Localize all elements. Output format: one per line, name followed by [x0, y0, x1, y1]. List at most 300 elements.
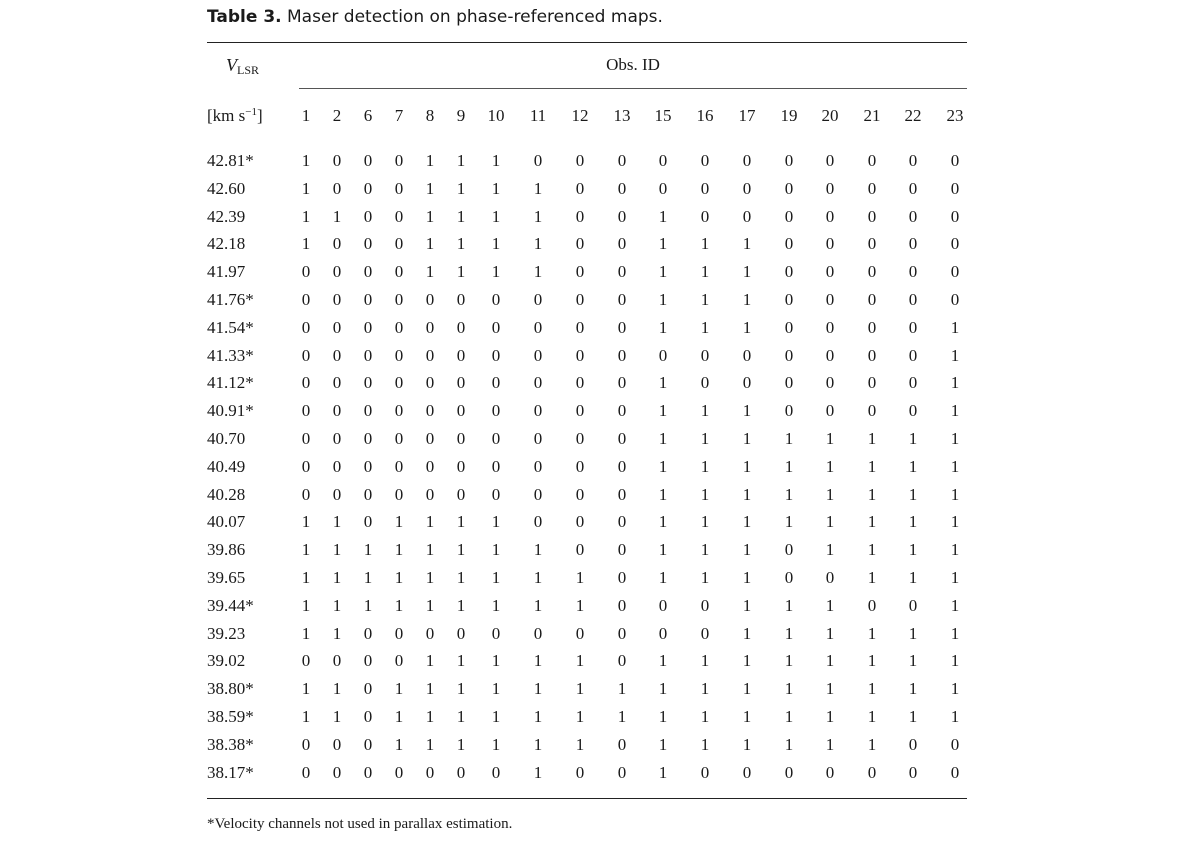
detection-cell: 1: [533, 707, 543, 726]
detection-cell: 1: [332, 568, 342, 587]
detection-cell: 1: [533, 540, 543, 560]
velocity-cell: 41.76*: [207, 290, 254, 309]
detection-cell: 1: [950, 679, 960, 699]
detection-cell: 1: [658, 290, 668, 309]
detection-cell: 1: [363, 568, 373, 587]
detection-cell: 1: [908, 456, 918, 476]
velocity-cell: 40.70: [207, 429, 246, 448]
detection-cell: 0: [491, 456, 501, 476]
detection-cell: 1: [658, 568, 668, 587]
detection-cell: 0: [617, 373, 627, 393]
detection-cell: 0: [394, 484, 404, 504]
detection-cell: 0: [742, 373, 752, 393]
velocity-cell: 42.39: [207, 206, 246, 226]
obs-id-cell: 7: [394, 106, 404, 125]
detection-cell: 0: [491, 484, 501, 504]
detection-cell: 1: [394, 512, 404, 532]
detection-cell: 0: [950, 262, 960, 282]
detection-cell: 0: [425, 456, 435, 476]
detection-cell: 1: [533, 206, 543, 226]
detection-cell: 0: [363, 679, 373, 699]
detection-cell: 0: [617, 651, 627, 671]
detection-cell: 1: [301, 623, 311, 643]
obs-id-cell: 6: [363, 106, 373, 125]
detection-cell: 1: [575, 707, 585, 726]
detection-cell: 0: [533, 623, 543, 643]
detection-cell: 0: [533, 317, 543, 337]
detection-cell: 1: [491, 262, 501, 282]
detection-cell: 1: [332, 707, 342, 726]
detection-cell: 1: [533, 734, 543, 754]
velocity-cell: 38.80*: [207, 679, 254, 699]
detection-cell: 0: [394, 373, 404, 393]
detection-cell: 0: [950, 206, 960, 226]
top-rule: [207, 42, 967, 43]
detection-cell: 1: [491, 595, 501, 615]
detection-cell: 0: [425, 290, 435, 309]
velocity-cell: 41.54*: [207, 317, 254, 337]
detection-cell: 0: [617, 595, 627, 615]
detection-cell: 0: [456, 401, 466, 421]
detection-cell: 1: [533, 762, 543, 782]
detection-cell: 0: [301, 734, 311, 754]
detection-cell: 0: [784, 373, 794, 393]
detection-cell: 1: [784, 456, 794, 476]
detection-cell: 1: [908, 568, 918, 587]
detection-cell: 1: [456, 651, 466, 671]
detection-cell: 0: [332, 373, 342, 393]
detection-cell: 0: [617, 234, 627, 254]
detection-cell: 0: [908, 762, 918, 782]
detection-cell: 1: [456, 151, 466, 170]
obs-id-cell: 2: [332, 106, 342, 125]
detection-cell: 1: [575, 734, 585, 754]
detection-cell: 1: [491, 651, 501, 671]
detection-cell: 1: [658, 651, 668, 671]
velocity-cell: 41.97: [207, 262, 246, 282]
table-caption: [207, 7, 663, 27]
detection-cell: 1: [867, 623, 877, 643]
detection-cell: 0: [363, 317, 373, 337]
detection-cell: 0: [742, 206, 752, 226]
vlsr-header: $V_{LSR}$: [226, 55, 260, 77]
detection-cell: 0: [394, 651, 404, 671]
detection-cell: 1: [394, 568, 404, 587]
obs-id-cell: 1: [301, 106, 311, 125]
detection-cell: 0: [742, 762, 752, 782]
detection-cell: 1: [575, 568, 585, 587]
detection-cell: 1: [700, 512, 710, 532]
detection-cell: 0: [456, 290, 466, 309]
detection-cell: 1: [908, 623, 918, 643]
obs-id-header: Obs. ID: [606, 55, 660, 74]
detection-cell: 1: [394, 679, 404, 699]
detection-cell: 1: [617, 679, 627, 699]
detection-cell: 0: [575, 262, 585, 282]
detection-cell: 1: [658, 262, 668, 282]
detection-cell: 0: [363, 401, 373, 421]
detection-cell: 1: [456, 595, 466, 615]
detection-cell: 1: [332, 623, 342, 643]
detection-cell: 1: [425, 151, 435, 170]
detection-cell: 1: [700, 679, 710, 699]
detection-cell: 0: [784, 401, 794, 421]
detection-cell: 0: [363, 234, 373, 254]
detection-cell: 0: [950, 762, 960, 782]
detection-cell: 1: [533, 234, 543, 254]
detection-cell: 0: [700, 373, 710, 393]
detection-cell: 0: [867, 206, 877, 226]
velocity-cell: 42.81*: [207, 151, 254, 170]
velocity-cell: 42.60: [207, 178, 246, 198]
detection-cell: 0: [825, 317, 835, 337]
detection-cell: 0: [332, 651, 342, 671]
detection-cell: 1: [867, 456, 877, 476]
detection-cell: 1: [301, 595, 311, 615]
detection-cell: 0: [908, 317, 918, 337]
detection-cell: 0: [784, 345, 794, 365]
detection-cell: 0: [700, 623, 710, 643]
obs-id-cell: 15: [654, 106, 672, 125]
detection-cell: 1: [825, 540, 835, 560]
detection-cell: 1: [658, 484, 668, 504]
detection-cell: 0: [394, 206, 404, 226]
detection-cell: 1: [700, 707, 710, 726]
detection-cell: 1: [784, 623, 794, 643]
detection-cell: 0: [908, 595, 918, 615]
detection-cell: 1: [575, 679, 585, 699]
detection-cell: 1: [425, 734, 435, 754]
detection-cell: 1: [425, 178, 435, 198]
detection-cell: 1: [425, 568, 435, 587]
table-label: Table 3.: [207, 7, 282, 27]
detection-cell: 0: [617, 290, 627, 309]
detection-cell: 0: [825, 373, 835, 393]
detection-cell: 1: [301, 178, 311, 198]
detection-cell: 1: [908, 651, 918, 671]
detection-cell: 1: [867, 734, 877, 754]
detection-cell: 1: [658, 679, 668, 699]
detection-cell: 0: [332, 734, 342, 754]
detection-cell: 0: [332, 151, 342, 170]
detection-cell: 0: [491, 317, 501, 337]
detection-cell: 0: [332, 345, 342, 365]
detection-cell: 0: [332, 317, 342, 337]
detection-cell: 1: [533, 568, 543, 587]
detection-cell: 1: [908, 512, 918, 532]
velocity-cell: 39.02: [207, 651, 246, 671]
detection-cell: 1: [742, 429, 752, 448]
detection-cell: 1: [658, 234, 668, 254]
detection-cell: 0: [456, 484, 466, 504]
detection-cell: 1: [950, 484, 960, 504]
detection-cell: 0: [617, 734, 627, 754]
detection-cell: 1: [950, 568, 960, 587]
detection-cell: 0: [332, 401, 342, 421]
detection-cell: 0: [784, 540, 794, 560]
detection-cell: 0: [363, 707, 373, 726]
detection-cell: 1: [867, 484, 877, 504]
detection-cell: 1: [533, 651, 543, 671]
detection-cell: 1: [425, 512, 435, 532]
detection-cell: 0: [575, 762, 585, 782]
detection-cell: 1: [825, 595, 835, 615]
detection-cell: 0: [617, 429, 627, 448]
detection-cell: 1: [301, 568, 311, 587]
detection-cell: 1: [456, 234, 466, 254]
detection-cell: 0: [700, 178, 710, 198]
velocity-cell: 40.49: [207, 456, 246, 476]
table-footnote: *Velocity channels not used in parallax estimation.: [207, 816, 513, 832]
detection-cell: 0: [394, 317, 404, 337]
detection-cell: 1: [700, 401, 710, 421]
detection-cell: 1: [908, 429, 918, 448]
detection-cell: 1: [301, 707, 311, 726]
detection-cell: 1: [425, 540, 435, 560]
detection-cell: 0: [617, 178, 627, 198]
detection-cell: 0: [363, 456, 373, 476]
detection-cell: 1: [784, 512, 794, 532]
detection-cell: 1: [658, 707, 668, 726]
detection-cell: 0: [825, 262, 835, 282]
detection-cell: 0: [363, 290, 373, 309]
detection-cell: 0: [700, 595, 710, 615]
detection-cell: 1: [700, 568, 710, 587]
detection-cell: 0: [867, 151, 877, 170]
detection-cell: 0: [867, 234, 877, 254]
detection-cell: 1: [491, 540, 501, 560]
detection-cell: 1: [700, 429, 710, 448]
detection-cell: 0: [908, 734, 918, 754]
detection-cell: 1: [867, 679, 877, 699]
detection-cell: 0: [491, 345, 501, 365]
detection-cell: 0: [908, 206, 918, 226]
detection-cell: 0: [867, 345, 877, 365]
detection-cell: 1: [742, 484, 752, 504]
detection-cell: 0: [363, 762, 373, 782]
detection-cell: 0: [950, 151, 960, 170]
detection-cell: 1: [742, 651, 752, 671]
detection-cell: 1: [658, 456, 668, 476]
detection-cell: 1: [700, 484, 710, 504]
velocity-cell: 39.23: [207, 623, 246, 643]
detection-cell: 1: [700, 234, 710, 254]
detection-cell: 1: [784, 429, 794, 448]
detection-cell: 0: [425, 345, 435, 365]
velocity-cell: 38.17*: [207, 762, 254, 782]
detection-cell: 0: [425, 317, 435, 337]
detection-cell: 1: [700, 262, 710, 282]
detection-cell: 1: [784, 734, 794, 754]
detection-cell: 0: [784, 206, 794, 226]
detection-cell: 0: [658, 623, 668, 643]
detection-cell: 0: [908, 234, 918, 254]
detection-cell: 0: [533, 290, 543, 309]
detection-cell: 0: [301, 373, 311, 393]
detection-cell: 1: [491, 512, 501, 532]
detection-cell: 0: [867, 262, 877, 282]
obs-id-cell: 19: [780, 106, 798, 125]
detection-cell: 0: [533, 373, 543, 393]
detection-cell: 0: [332, 178, 342, 198]
detection-cell: 1: [658, 540, 668, 560]
obs-id-cell: 16: [696, 106, 714, 125]
detection-cell: 0: [784, 317, 794, 337]
detection-cell: 0: [301, 401, 311, 421]
obs-id-cell: 22: [904, 106, 922, 125]
detection-cell: 1: [784, 679, 794, 699]
detection-cell: 0: [617, 262, 627, 282]
detection-cell: 0: [784, 762, 794, 782]
detection-cell: 1: [742, 540, 752, 560]
detection-cell: 0: [575, 512, 585, 532]
detection-cell: 0: [575, 401, 585, 421]
detection-cell: 0: [394, 401, 404, 421]
detection-cell: 0: [491, 762, 501, 782]
velocity-cell: 40.28: [207, 484, 246, 504]
detection-cell: 1: [908, 484, 918, 504]
detection-cell: 1: [784, 484, 794, 504]
velocity-unit-header: [km $s^{-1}$]: [207, 106, 263, 125]
detection-cell: 0: [456, 345, 466, 365]
detection-cell: 1: [825, 484, 835, 504]
detection-cell: 0: [533, 484, 543, 504]
detection-cell: 1: [950, 707, 960, 726]
detection-cell: 0: [658, 345, 668, 365]
detection-cell: 1: [425, 707, 435, 726]
detection-cell: 1: [363, 540, 373, 560]
detection-cell: 1: [950, 623, 960, 643]
detection-cell: 0: [533, 151, 543, 170]
obs-id-cell: 9: [456, 106, 466, 125]
detection-cell: 1: [425, 262, 435, 282]
detection-cell: 1: [425, 206, 435, 226]
obs-id-cell: 13: [613, 106, 631, 125]
detection-cell: 0: [784, 290, 794, 309]
obs-id-cell: 23: [946, 106, 964, 125]
detection-cell: 0: [425, 623, 435, 643]
velocity-cell: 39.44*: [207, 595, 254, 615]
detection-cell: 1: [742, 234, 752, 254]
detection-cell: 0: [908, 178, 918, 198]
detection-cell: 1: [658, 401, 668, 421]
detection-cell: 0: [617, 345, 627, 365]
detection-cell: 1: [658, 317, 668, 337]
detection-cell: 0: [533, 456, 543, 476]
detection-cell: 0: [575, 540, 585, 560]
detection-cell: 1: [533, 595, 543, 615]
velocity-cell: 40.07: [207, 512, 246, 532]
detection-cell: 0: [425, 762, 435, 782]
detection-cell: 0: [363, 373, 373, 393]
detection-cell: 1: [491, 151, 501, 170]
detection-cell: 0: [363, 429, 373, 448]
detection-cell: 0: [394, 151, 404, 170]
detection-cell: 0: [908, 373, 918, 393]
detection-cell: 1: [658, 762, 668, 782]
detection-cell: 0: [363, 651, 373, 671]
detection-cell: 0: [394, 290, 404, 309]
detection-cell: 0: [908, 290, 918, 309]
detection-cell: 0: [617, 484, 627, 504]
table-title: Maser detection on phase-referenced maps.: [287, 7, 663, 27]
detection-cell: 1: [700, 290, 710, 309]
detection-cell: 1: [742, 512, 752, 532]
detection-cell: 1: [301, 512, 311, 532]
detection-cell: 0: [700, 151, 710, 170]
detection-cell: 1: [950, 401, 960, 421]
detection-cell: 0: [617, 456, 627, 476]
detection-cell: 0: [332, 262, 342, 282]
detection-cell: 1: [491, 178, 501, 198]
detection-cell: 0: [533, 401, 543, 421]
detection-cell: 1: [950, 373, 960, 393]
detection-cell: 1: [658, 206, 668, 226]
obs-id-cell: 11: [529, 106, 547, 125]
detection-cell: 1: [332, 512, 342, 532]
detection-cell: 0: [575, 290, 585, 309]
detection-cell: 0: [575, 345, 585, 365]
detection-cell: 0: [575, 456, 585, 476]
detection-cell: 1: [658, 429, 668, 448]
detection-cell: 1: [700, 651, 710, 671]
detection-cell: 0: [908, 345, 918, 365]
detection-cell: 0: [575, 234, 585, 254]
detection-cell: 0: [784, 178, 794, 198]
detection-cell: 1: [425, 234, 435, 254]
detection-cell: 1: [491, 707, 501, 726]
detection-cell: 0: [301, 290, 311, 309]
detection-cell: 1: [301, 540, 311, 560]
detection-cell: 1: [950, 595, 960, 615]
detection-cell: 0: [491, 373, 501, 393]
detection-cell: 0: [617, 512, 627, 532]
detection-cell: 0: [908, 401, 918, 421]
detection-cell: 1: [742, 401, 752, 421]
detection-cell: 1: [658, 512, 668, 532]
detection-cell: 1: [533, 178, 543, 198]
detection-cell: 0: [394, 262, 404, 282]
detection-cell: 0: [456, 623, 466, 643]
detection-cell: 1: [394, 540, 404, 560]
detection-cell: 0: [784, 234, 794, 254]
detection-cell: 0: [825, 151, 835, 170]
detection-cell: 0: [363, 484, 373, 504]
velocity-cell: 41.33*: [207, 345, 254, 365]
detection-cell: 0: [394, 623, 404, 643]
detection-cell: 1: [456, 540, 466, 560]
detection-cell: 1: [742, 623, 752, 643]
detection-cell: 0: [363, 734, 373, 754]
detection-cell: 1: [950, 345, 960, 365]
detection-cell: 0: [867, 595, 877, 615]
detection-cell: 0: [700, 762, 710, 782]
detection-cell: 1: [742, 679, 752, 699]
detection-cell: 1: [742, 456, 752, 476]
obs-id-cell: 8: [425, 106, 435, 125]
detection-cell: 0: [575, 429, 585, 448]
detection-cell: 1: [658, 373, 668, 393]
detection-cell: 1: [456, 178, 466, 198]
detection-cell: 1: [825, 623, 835, 643]
detection-cell: 1: [332, 540, 342, 560]
detection-cell: 0: [617, 568, 627, 587]
detection-cell: 0: [784, 151, 794, 170]
detection-cell: 1: [425, 595, 435, 615]
detection-cell: 0: [363, 206, 373, 226]
detection-cell: 1: [394, 734, 404, 754]
detection-cell: 0: [394, 429, 404, 448]
